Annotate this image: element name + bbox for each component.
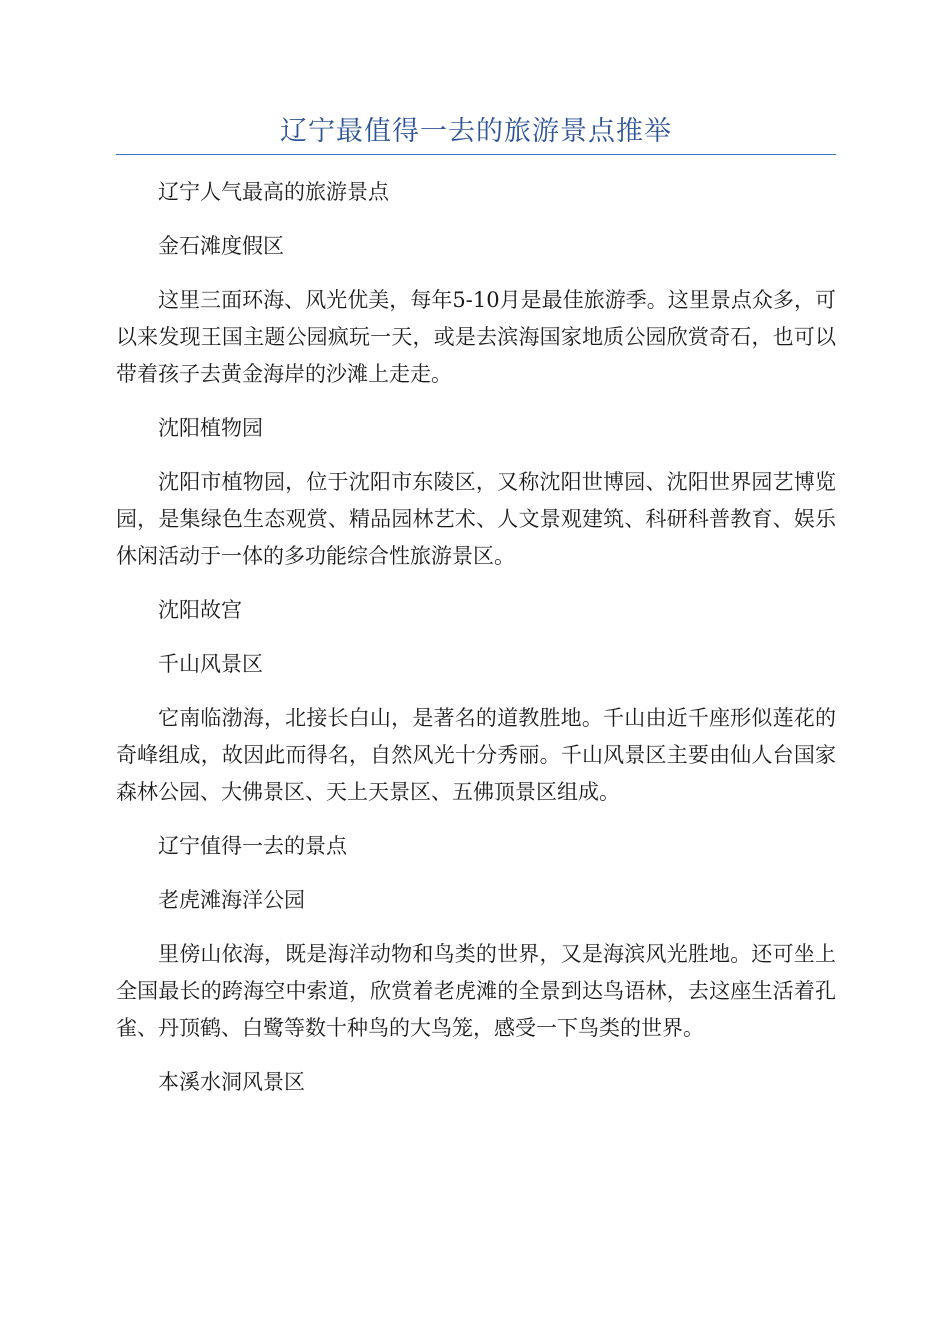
document-title: 辽宁最值得一去的旅游景点推举 bbox=[280, 116, 672, 147]
attraction-name: 本溪水洞风景区 bbox=[158, 1070, 305, 1094]
attraction-name: 沈阳植物园 bbox=[158, 416, 263, 440]
attraction-description: 它南临渤海，北接长白山，是著名的道教胜地。千山由近千座形似莲花的奇峰组成，故因此而得名，自然风光十分秀丽。千山风景区主要由仙人台国家森林公园、大佛景区、天上天景区、五佛顶景区组成。 bbox=[116, 706, 836, 804]
attraction-description: 这里三面环海、风光优美，每年5-10月是最佳旅游季。这里景点众多，可以来发现王国主题公园疯玩一天，或是去滨海国家地质公园欣赏奇石，也可以带着孩子去黄金海岸的沙滩上走走。 bbox=[116, 288, 836, 386]
attraction-description: 里傍山依海，既是海洋动物和鸟类的世界，又是海滨风光胜地。还可坐上全国最长的跨海空中索道，欣赏着老虎滩的全景到达鸟语林，去这座生活着孔雀、丹顶鹤、白鹭等数十种鸟的大鸟笼，感受一下鸟类的世界。 bbox=[116, 942, 836, 1040]
attraction-description: 沈阳市植物园，位于沈阳市东陵区，又称沈阳世博园、沈阳世界园艺博览园，是集绿色生态观赏、精品园林艺术、人文景观建筑、科研科普教育、娱乐休闲活动于一体的多功能综合性旅游景区。 bbox=[116, 470, 836, 568]
attraction-name: 沈阳故宫 bbox=[158, 598, 242, 622]
document-body bbox=[116, 174, 836, 1118]
title-underline bbox=[116, 154, 836, 155]
section-heading: 辽宁值得一去的景点 bbox=[158, 834, 347, 858]
attraction-name: 老虎滩海洋公园 bbox=[158, 888, 305, 912]
section-heading: 辽宁人气最高的旅游景点 bbox=[158, 180, 389, 204]
attraction-name: 千山风景区 bbox=[158, 652, 263, 676]
attraction-name: 金石滩度假区 bbox=[158, 234, 284, 258]
